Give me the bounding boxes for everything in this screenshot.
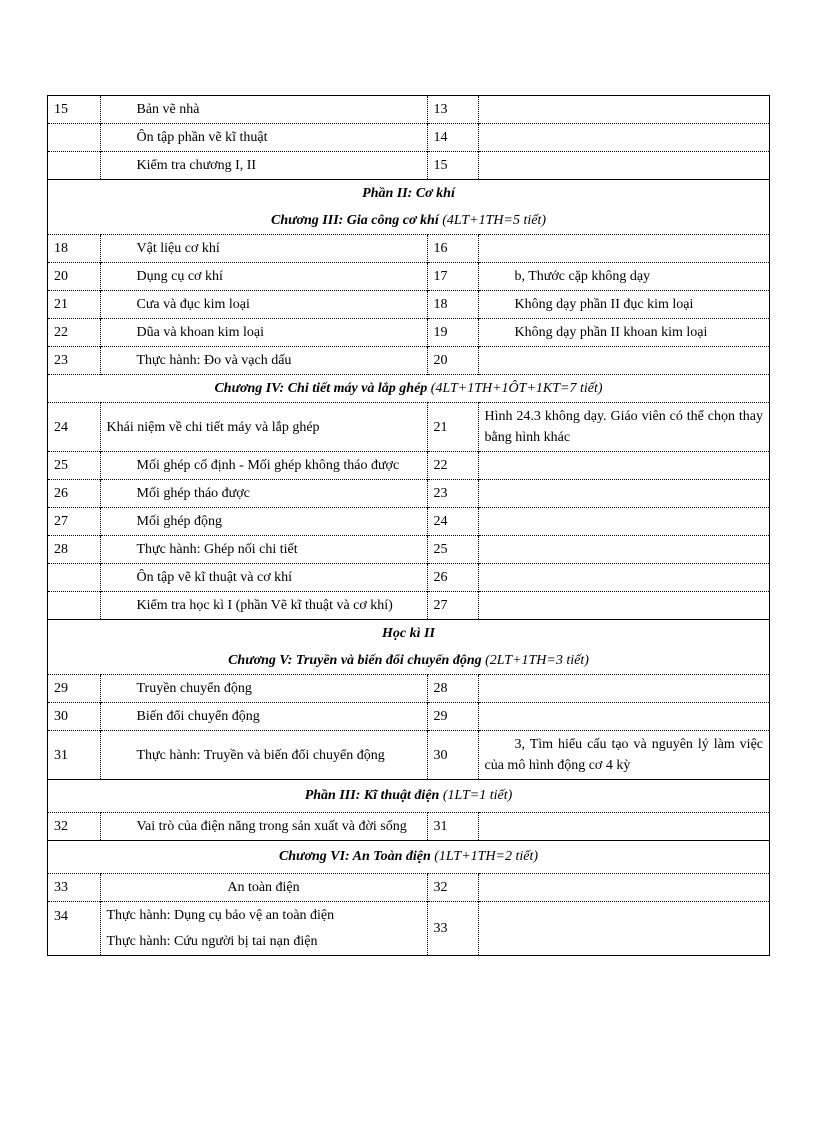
chapter-4-title: Chương IV: Chi tiết máy và lắp ghép [214,381,428,396]
table-row [48,152,769,180]
chapter-4-hours: (4LT+1TH+1ÔT+1KT=7 tiết) [430,381,603,396]
period-cell: 28 [427,675,478,703]
semester-2-title: Học kì II [48,620,769,648]
period-cell: 21 [427,403,478,452]
note-cell: 3, Tìm hiểu cấu tạo và nguyên lý làm việc của mô hình động cơ 4 kỳ [478,731,769,780]
period-cell: 19 [427,319,478,347]
lesson-cell: Kiểm tra chương I, II [100,152,427,180]
chapter-heading-row [48,207,769,235]
lesson-cell: Thực hành: Đo và vạch dấu [100,347,427,375]
week-cell [48,592,100,620]
table-row [48,480,769,508]
period-cell: 31 [427,813,478,841]
note-cell [478,564,769,592]
lesson-cell: Vật liệu cơ khí [100,235,427,263]
part-3-title: Phần III: Kĩ thuật điện [304,788,440,803]
week-cell: 27 [48,508,100,536]
chapter-6-hours: (1LT+1TH=2 tiết) [434,849,539,864]
note-cell [478,124,769,152]
note-cell [478,508,769,536]
period-cell: 25 [427,536,478,564]
table-row [48,235,769,263]
table-row [48,124,769,152]
week-cell: 25 [48,452,100,480]
lesson-cell: Ôn tập vẽ kĩ thuật và cơ khí [100,564,427,592]
chapter-3-heading [48,207,769,235]
lesson-cell: Cưa và đục kim loại [100,291,427,319]
period-cell: 17 [427,263,478,291]
table-row [48,564,769,592]
period-cell: 18 [427,291,478,319]
lesson-cell: Mối ghép cố định - Mối ghép không tháo được [100,452,427,480]
note-cell [478,152,769,180]
lesson-cell: Truyền chuyển động [100,675,427,703]
period-cell: 22 [427,452,478,480]
lesson-line-2: Thực hành: Cứu người bị tai nạn điện [106,934,318,949]
chapter-6-title: Chương VI: An Toàn điện [278,849,431,864]
curriculum-table [47,95,770,956]
note-cell [478,452,769,480]
period-cell: 26 [427,564,478,592]
note-cell [478,592,769,620]
period-cell: 23 [427,480,478,508]
part-2-title: Phần II: Cơ khí [48,180,769,208]
lesson-cell: Thực hành: Truyền và biến đổi chuyển động [100,731,427,780]
note-cell [478,813,769,841]
week-cell: 18 [48,235,100,263]
note-cell [478,235,769,263]
table-row [48,902,769,956]
note-cell [478,480,769,508]
lesson-cell: Bản vẽ nhà [100,96,427,124]
week-cell: 31 [48,731,100,780]
period-cell: 24 [427,508,478,536]
chapter-6-heading [48,841,769,874]
table-row [48,452,769,480]
note-cell [478,902,769,956]
table-row [48,291,769,319]
lesson-cell [100,902,427,956]
table-row [48,675,769,703]
chapter-heading-row [48,647,769,675]
note-cell [478,703,769,731]
week-cell: 21 [48,291,100,319]
week-cell [48,152,100,180]
note-cell [478,536,769,564]
section-heading-row [48,620,769,648]
period-cell: 13 [427,96,478,124]
lesson-cell: Kiểm tra học kì I (phần Vẽ kĩ thuật và cơ khí) [100,592,427,620]
lesson-cell: Dụng cụ cơ khí [100,263,427,291]
week-cell: 30 [48,703,100,731]
table-row [48,592,769,620]
period-cell: 20 [427,347,478,375]
week-cell: 32 [48,813,100,841]
week-cell: 24 [48,403,100,452]
table-row [48,319,769,347]
period-cell: 30 [427,731,478,780]
chapter-3-title: Chương III: Gia công cơ khí [270,213,439,228]
week-cell: 34 [48,902,100,956]
lesson-cell: Vai trò của điện năng trong sản xuất và đời sống [100,813,427,841]
period-cell: 14 [427,124,478,152]
lesson-cell: Ôn tập phần vẽ kĩ thuật [100,124,427,152]
table-row [48,96,769,124]
note-cell [478,96,769,124]
period-cell: 27 [427,592,478,620]
table-row [48,813,769,841]
lesson-plan-table [48,96,769,955]
lesson-cell: Thực hành: Ghép nối chi tiết [100,536,427,564]
note-cell [478,874,769,902]
lesson-line-1: Thực hành: Dụng cụ bảo vệ an toàn điện [106,908,335,923]
lesson-cell: An toàn điện [100,874,427,902]
lesson-cell: Mối ghép động [100,508,427,536]
part-3-hours: (1LT=1 tiết) [442,788,513,803]
period-cell: 33 [427,902,478,956]
week-cell [48,564,100,592]
part-3-heading [48,780,769,813]
table-row [48,347,769,375]
chapter-heading-row [48,375,769,403]
note-cell: Không dạy phần II đục kim loại [478,291,769,319]
lesson-cell: Biến đổi chuyển động [100,703,427,731]
period-cell: 32 [427,874,478,902]
table-row [48,536,769,564]
week-cell: 23 [48,347,100,375]
table-row [48,731,769,780]
section-heading-row [48,780,769,813]
chapter-5-heading [48,647,769,675]
chapter-5-hours: (2LT+1TH=3 tiết) [485,653,589,668]
period-cell: 15 [427,152,478,180]
table-row [48,703,769,731]
chapter-heading-row [48,841,769,874]
week-cell: 29 [48,675,100,703]
note-cell [478,675,769,703]
chapter-3-hours: (4LT+1TH=5 tiết) [442,213,547,228]
week-cell: 22 [48,319,100,347]
table-row [48,508,769,536]
note-cell: Hình 24.3 không dạy. Giáo viên có thể chọn thay bằng hình khác [478,403,769,452]
table-row [48,874,769,902]
week-cell: 15 [54,102,68,117]
lesson-cell: Khái niệm về chi tiết máy và lắp ghép [100,403,427,452]
lesson-cell: Mối ghép tháo được [100,480,427,508]
week-cell [48,124,100,152]
note-cell: b, Thước cặp không dạy [478,263,769,291]
period-cell: 16 [427,235,478,263]
table-row [48,403,769,452]
note-cell: Không dạy phần II khoan kim loại [478,319,769,347]
section-heading-row [48,180,769,208]
week-cell: 26 [48,480,100,508]
chapter-4-heading [48,375,769,403]
chapter-5-title: Chương V: Truyền và biến đổi chuyển động [228,653,482,668]
week-cell: 20 [48,263,100,291]
period-cell: 29 [427,703,478,731]
week-cell: 28 [48,536,100,564]
table-row [48,263,769,291]
note-cell [478,347,769,375]
week-cell: 33 [48,874,100,902]
lesson-cell: Dũa và khoan kim loại [100,319,427,347]
